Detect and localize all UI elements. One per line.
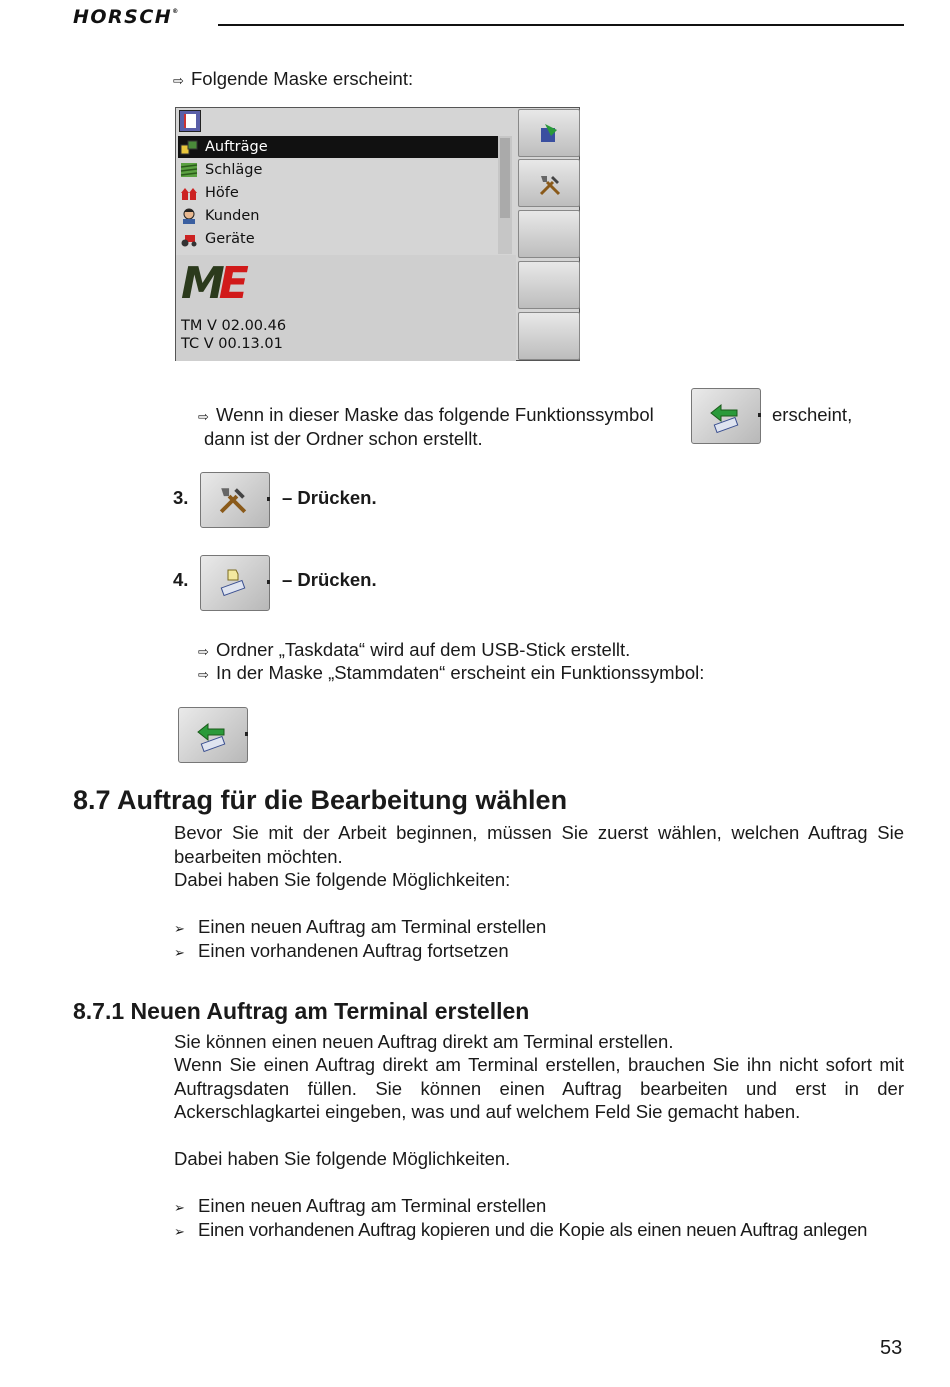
note-line-1 <box>198 403 654 429</box>
list-item: ➢ Einen vorhandenen Auftrag kopieren und die Kopie als einen neuen Auftrag anlegen <box>174 1218 867 1244</box>
tools-icon <box>216 483 250 517</box>
softkey-empty-5[interactable] <box>518 312 580 360</box>
result-1-text: Ordner „Taskdata“ wird auf dem USB-Stick erstellt. <box>216 639 631 660</box>
me-logo: ME <box>181 258 243 309</box>
softkey-indicator <box>758 413 761 417</box>
list-item-label: Schläge <box>205 162 263 178</box>
step-3-action: – Drücken. <box>282 487 377 508</box>
section-8-7-p1: Bevor Sie mit der Arbeit beginnen, müssen Sie zuerst wählen, welchen Auftrag Sie bearbeiten möchten. <box>174 822 904 867</box>
list-item: ➢ Einen neuen Auftrag am Terminal erstellen <box>174 915 546 941</box>
export-data-icon <box>537 122 561 146</box>
softkey-column <box>516 108 579 360</box>
list-item-orders[interactable] <box>178 136 498 158</box>
screen-topbar <box>176 108 516 135</box>
tools-icon <box>537 172 563 198</box>
orders-icon <box>180 139 198 155</box>
master-data-book-icon[interactable] <box>179 110 201 132</box>
intro-result <box>173 67 413 93</box>
farms-icon <box>180 185 198 201</box>
intro-result-text: Folgende Maske erscheint: <box>191 68 414 89</box>
step-3-number: 3. <box>173 487 189 508</box>
create-folder-button[interactable] <box>200 555 270 611</box>
section-8-7-1-heading: 8.7.1 Neuen Auftrag am Terminal erstellen <box>73 998 530 1024</box>
list-item-farms[interactable] <box>178 182 498 204</box>
list-item-fields[interactable] <box>178 159 498 181</box>
usb-import-icon <box>194 718 234 754</box>
list-item-label: Aufträge <box>205 139 268 155</box>
fields-icon <box>180 162 198 178</box>
bullet-arrow-icon: ➢ <box>174 1224 185 1239</box>
customers-icon <box>180 208 198 224</box>
tc-version: TC V 00.13.01 <box>181 336 283 352</box>
usb-import-icon <box>707 399 747 435</box>
usb-folder-icon <box>216 566 250 600</box>
step-4-number: 4. <box>173 569 189 590</box>
section-8-7-1-p1: Sie können einen neuen Auftrag direkt am Terminal erstellen. <box>174 1031 674 1052</box>
bullet-arrow-icon: ➢ <box>174 945 185 960</box>
note-line-2: dann ist der Ordner schon erstellt. <box>204 428 483 449</box>
softkey-settings[interactable] <box>518 159 580 207</box>
list-item-machines[interactable] <box>178 228 498 250</box>
section-8-7-1-p2: Wenn Sie einen Auftrag direkt am Terminal erstellen, brauchen Sie ihn nicht sofort mit Auftragsdaten füllen. Sie können einen Auftrag bearbeiten und erst in der Ackerschlagkartei eingeben, was und auf welchem Feld Sie gemacht haben. <box>174 1054 904 1122</box>
registered-mark: ® <box>172 8 179 15</box>
list-item-customers[interactable] <box>178 205 498 227</box>
result-2-text: In der Maske „Stammdaten“ erscheint ein Funktionssymbol: <box>216 662 705 683</box>
machines-icon <box>180 231 198 247</box>
usb-import-button[interactable] <box>691 388 761 444</box>
softkey-indicator <box>267 580 270 584</box>
section-8-7-heading: 8.7 Auftrag für die Bearbeitung wählen <box>73 785 568 815</box>
section-8-7-p2: Dabei haben Sie folgende Möglichkeiten: <box>174 869 511 890</box>
master-data-list <box>178 136 498 254</box>
softkey-empty-3[interactable] <box>518 210 580 258</box>
horsch-logo <box>73 6 178 28</box>
note-text-a: Wenn in dieser Maske das folgende Funktionssymbol <box>216 404 654 425</box>
result-2 <box>198 661 704 687</box>
header-rule <box>218 24 904 26</box>
note-text-b: erscheint, <box>772 404 853 425</box>
bullet-arrow-icon: ➢ <box>174 921 185 936</box>
list-item: ➢ Einen neuen Auftrag am Terminal erstellen <box>174 1194 546 1220</box>
usb-import-button-2[interactable] <box>178 707 248 763</box>
result-arrow-icon: ⇨ <box>198 644 209 659</box>
result-arrow-icon: ⇨ <box>198 409 209 424</box>
list-item-label: Höfe <box>205 185 239 201</box>
list-item-label: Kunden <box>205 208 260 224</box>
result-arrow-icon: ⇨ <box>198 667 209 682</box>
section-8-7-1-p3: Dabei haben Sie folgende Möglichkeiten. <box>174 1148 511 1169</box>
softkey-export[interactable] <box>518 109 580 157</box>
terminal-screen <box>175 107 580 361</box>
tm-version: TM V 02.00.46 <box>181 318 287 334</box>
settings-button[interactable] <box>200 472 270 528</box>
list-scrollbar-thumb[interactable] <box>500 138 510 218</box>
softkey-indicator <box>267 497 270 501</box>
result-arrow-icon: ⇨ <box>173 73 184 88</box>
result-1 <box>198 638 630 664</box>
step-4-action: – Drücken. <box>282 569 377 590</box>
list-item-label: Geräte <box>205 231 255 247</box>
bullet-arrow-icon: ➢ <box>174 1200 185 1215</box>
brand-name: HORSCH <box>73 6 173 28</box>
softkey-indicator <box>245 732 248 736</box>
softkey-empty-4[interactable] <box>518 261 580 309</box>
list-item: ➢ Einen vorhandenen Auftrag fortsetzen <box>174 939 509 965</box>
page-number: 53 <box>880 1337 903 1359</box>
